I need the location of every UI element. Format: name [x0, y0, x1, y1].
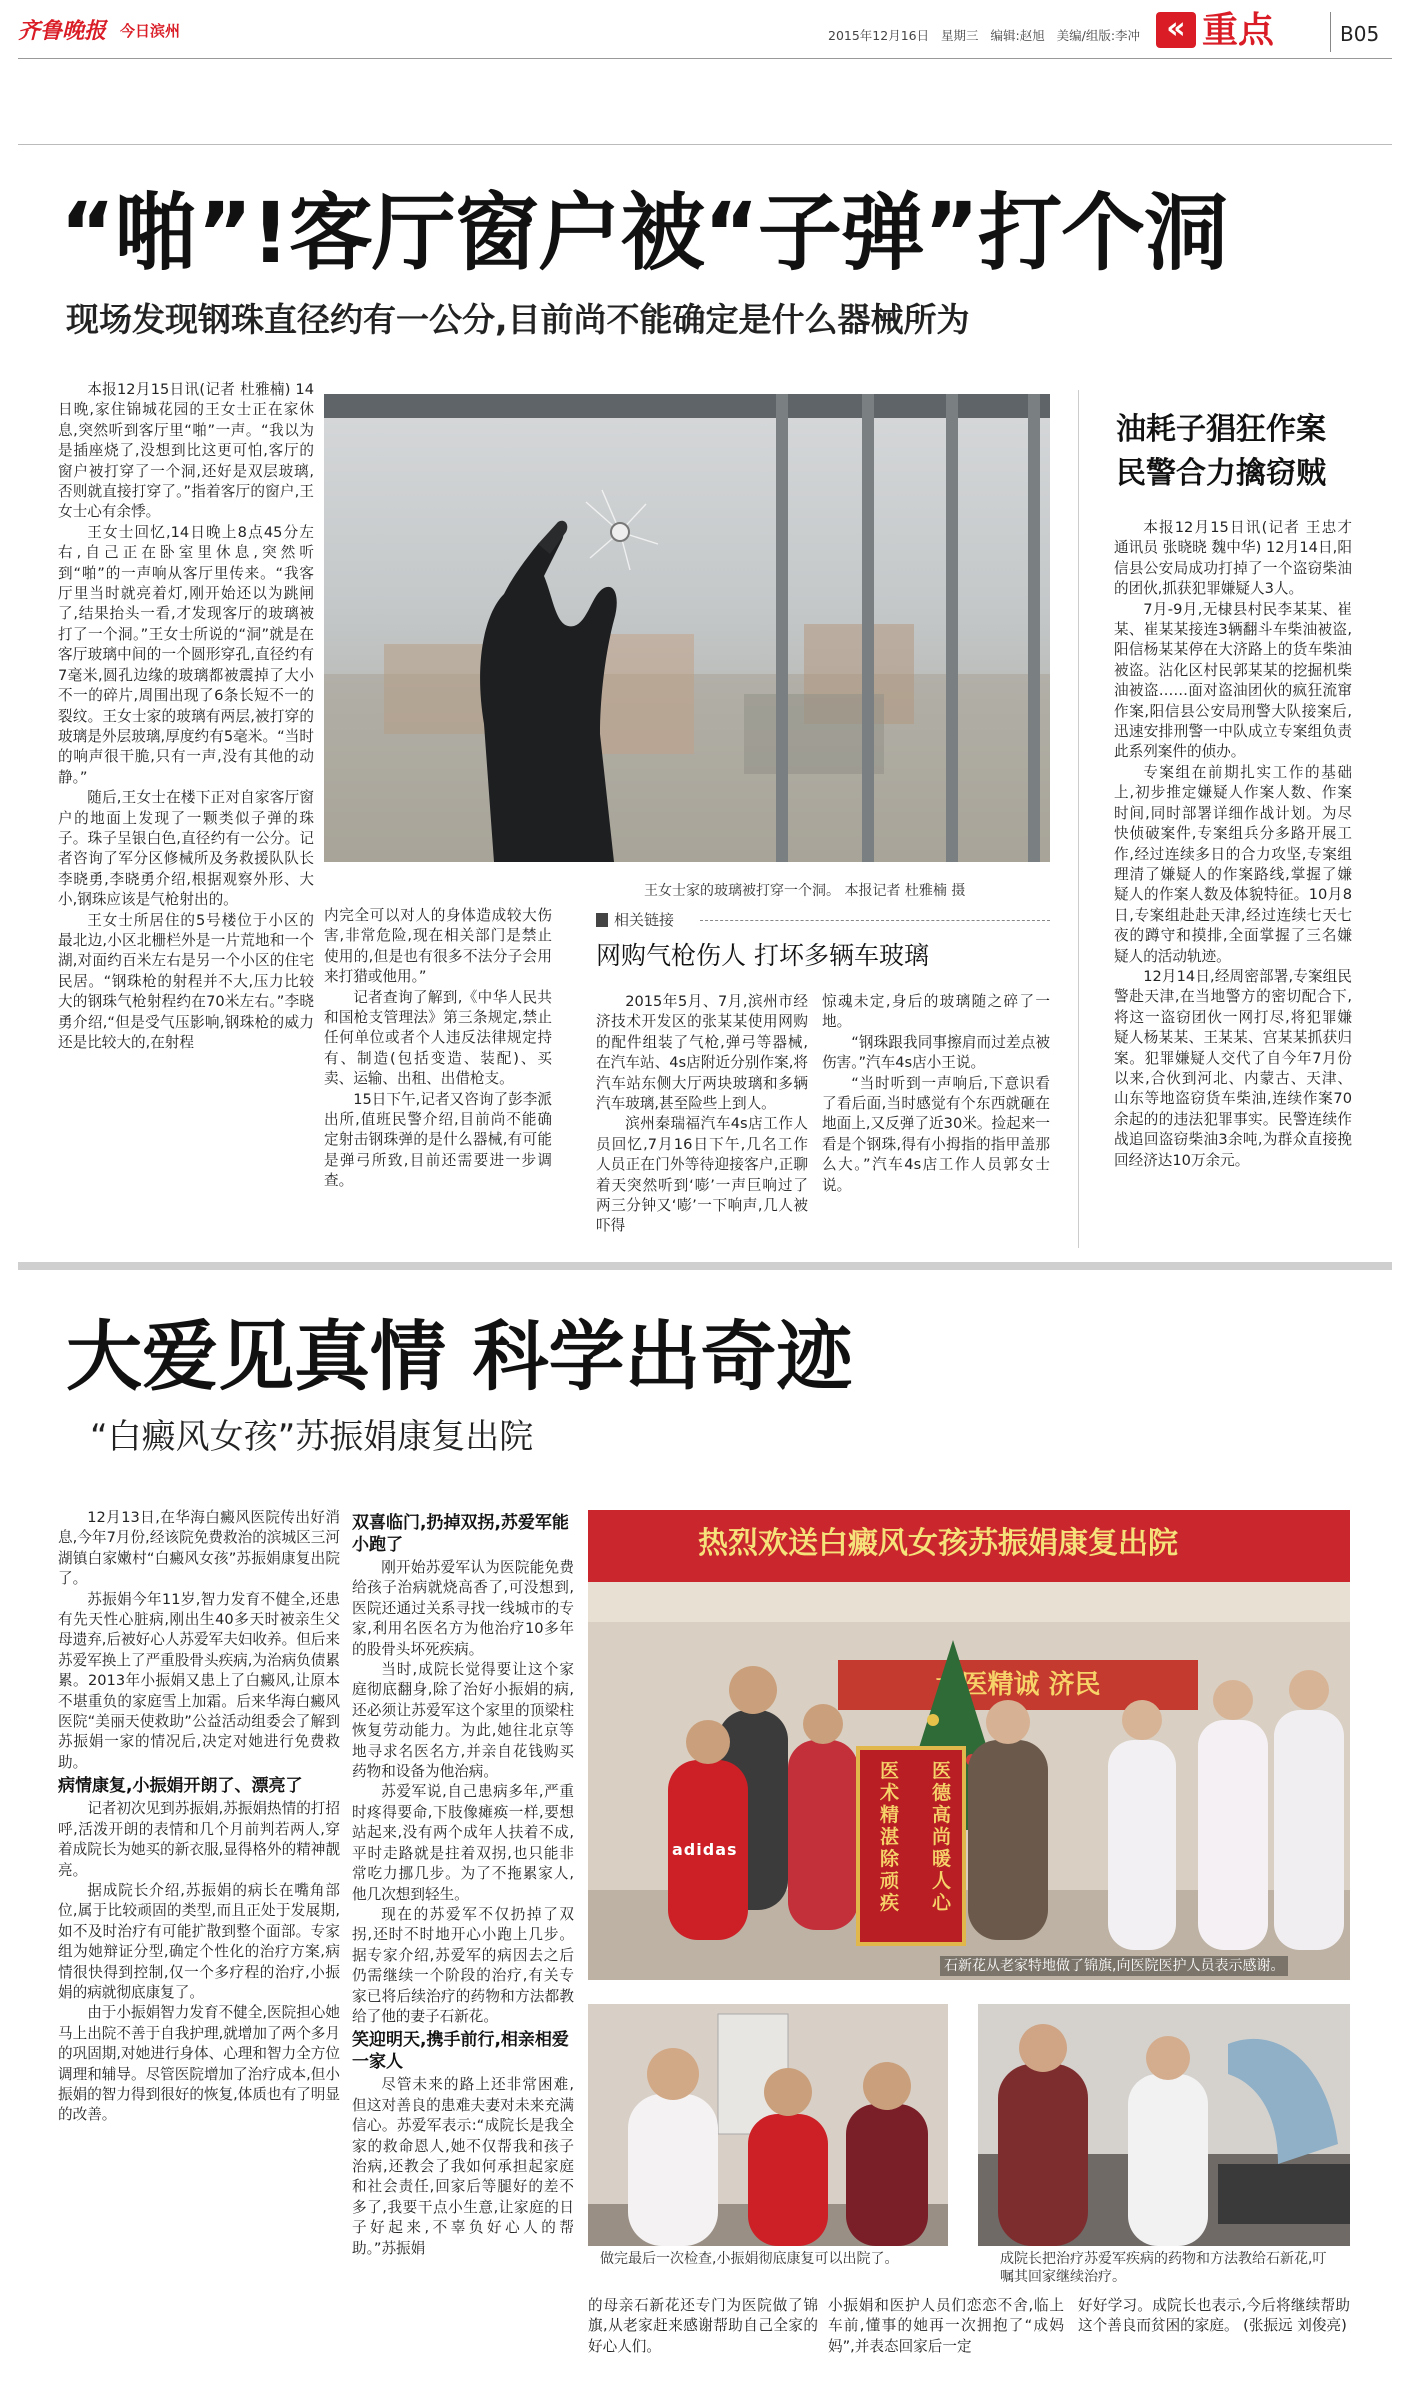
story3-headline: 大爱见真情 科学出奇迹 — [66, 1312, 853, 1401]
pennant — [856, 1746, 966, 1946]
story1-paragraph: 随后,王女士在楼下正对自家客厅窗户的地面上发现了一颗类似子弹的珠子。珠子呈银白色,直径约有一公分。记者咨询了军分区修械所及务救援队队长李晓勇,李晓勇介绍,根据观察外形、大小,钢珠应该是气枪射出的。 — [58, 789, 314, 909]
badge-chevron-icon: « — [1156, 12, 1196, 48]
adidas-jersey-text: adidas — [672, 1840, 738, 1859]
treatment-caption: 成院长把治疗苏爱军疾病的药物和方法教给石新花,叮嘱其回家继续治疗。 — [1000, 2251, 1327, 2285]
masthead-rule — [18, 58, 1392, 59]
issue-weekday: 星期三 — [941, 28, 979, 43]
designer-credit: 美编/组版:李冲 — [1056, 28, 1141, 43]
ceremony-caption: 石新花从老家特地做了锦旗,向医院医护人员表示感谢。 — [940, 1956, 1288, 1976]
paper-logo: 齐鲁晚报 — [18, 18, 107, 44]
story1-paragraph: 王女士回忆,14日晚上8点45分左右,自己正在卧室里休息,突然听到“啪”的一声响从客厅里传来。“我客厅里当时就亮着灯,刚开始还以为跳闸了,结果抬头一看,才发现客厅的玻璃被打了一个洞。”王女士所说的“洞”就是在客厅玻璃中间的一个圆形穿孔,直径约有7毫米,圆孔边缘的玻璃都被震掉了大小不一的碎片,周围出现了6条长短不一的裂纹。王女士家的玻璃有两层,被打穿的玻璃是外层玻璃,厚度约有5毫米。“当时的响声很干脆,只有一声,没有其他的动静。” — [58, 523, 314, 786]
story3-subheading: 笑迎明天,携手前行,相亲相爱一家人 — [352, 2030, 569, 2073]
story2-body — [1114, 518, 1352, 1248]
story3-paragraph: 据成院长介绍,苏振娟的病长在嘴角部位,属于比较顽固的类型,而且正处于发展期,如不及时治疗有可能扩散到整个面部。专家组为她辩证分型,确定个性化的治疗方案,病情很快得到控制,仅一个多疗程的治疗,小振娟的病就彻底康复了。 — [58, 1881, 340, 2001]
treatment-photo-art — [978, 2004, 1350, 2246]
badge-divider — [1330, 12, 1331, 52]
section-badge: 重点 — [1202, 10, 1275, 51]
window-photo — [324, 394, 1050, 862]
story3-paragraph: 苏振娟今年11岁,智力发育不健全,还患有先天性心脏病,刚出生40多天时被亲生父母遗弃,后被好心人苏爱军夫妇收养。但后来苏爱军换上了严重股骨头疾病,为治病负债累累。2013年小振娟又患上了白癜风,让原本不堪重负的家庭雪上加霜。后来华海白癜风医院“美丽天使救助”公益活动组委会了解到苏振娟一家的情况后,决定对她进行免费救助。 — [58, 1590, 340, 1771]
checkup-caption: 做完最后一次检查,小振娟彻底康复可以出院了。 — [600, 2251, 899, 2267]
treatment-photo — [978, 2004, 1350, 2246]
related-title: 网购气枪伤人 打坏多辆车玻璃 — [596, 941, 929, 970]
story3-column-4 — [828, 2296, 1064, 2376]
story3-paragraph: 苏爱军说,自己患病多年,严重时疼得要命,下肢像瘫痪一样,要想站起来,没有两个成年人扶着不成,平时走路就是拄着双拐,也只能非常吃力挪几步。为了不拖累家人,他几次想到轻生。 — [352, 1783, 574, 1903]
editor-credit: 编辑:赵旭 — [990, 28, 1045, 43]
story3-paragraph: 记者初次见到苏振娟,苏振娟热情的打招呼,活泼开朗的表情和几个月前判若两人,穿着成院长为她买的新衣服,显得格外的精神靓亮。 — [58, 1800, 340, 1879]
ceremony-photo — [588, 1510, 1350, 1980]
story3-column-3 — [588, 2296, 818, 2376]
story1-subhead: 现场发现钢珠直径约有一公分,目前尚不能确定是什么器械所为 — [66, 300, 970, 339]
top-rule — [18, 144, 1392, 145]
story1-paragraph: 记者查询了解到,《中华人民共和国枪支管理法》第三条规定,禁止任何单位或者个人违反法律规定持有、制造(包括变造、装配)、买卖、运输、出租、出借枪支。 — [324, 988, 552, 1088]
related-tag-line — [700, 920, 1050, 921]
related-paragraph: “钢珠跟我同事擦肩而过差点被伤害。”汽车4s店小王说。 — [822, 1033, 1050, 1072]
story3-paragraph: 12月13日,在华海白癜风医院传出好消息,今年7月份,经该院免费救治的滨城区三河湖镇白家嫩村“白癜风女孩”苏振娟康复出院了。 — [58, 1509, 340, 1588]
story3-paragraph: 好好学习。成院长也表示,今后将继续帮助这个善良而贫困的家庭。 (张振远 刘俊亮) — [1078, 2297, 1350, 2335]
story1-paragraph: 王女士所居住的5号楼位于小区的最北边,小区北栅栏外是一片荒地和一个湖,对面约百米左右是另一个小区的住宅民居。“钢珠枪的射程并不大,压力比较大的钢珠气枪射程约在70米左右。”李晓勇介绍,“但是受气压影响,钢珠枪的威力还是比较大的,在射程 — [58, 911, 314, 1051]
related-tag: 相关链接 — [614, 911, 675, 929]
story1-column-2 — [324, 906, 552, 1246]
story2-paragraph: 12月14日,经周密部署,专案组民警赴天津,在当地警方的密切配合下,将这一盗窃团伙一网打尽,将犯罪嫌疑人杨某某、王某某、宫某某抓获归案。犯罪嫌疑人交代了自今年7月份以来,合伙到河北、内蒙古、天津、山东等地盗窃货车柴油,连续作案70余起的的违法犯罪事实。民警连续作战追回盗窃柴油3余吨,为群众直接挽回经济达10万余元。 — [1114, 967, 1352, 1169]
checkup-photo-art — [588, 2004, 948, 2246]
window-photo-caption: 王女士家的玻璃被打穿一个洞。 本报记者 杜雅楠 摄 — [644, 883, 966, 899]
related-tag-bar — [596, 913, 608, 927]
story3-column-5 — [1078, 2296, 1350, 2376]
related-paragraph: 滨州秦瑞福汽车4s店工作人员回忆,7月16日下午,几名工作人员正在门外等待迎接客户,正聊着天突然听到‘嘭’一声巨响过了两三分钟又‘嘭’一下响声,几人被吓得 — [596, 1115, 808, 1235]
related-paragraph: 惊魂未定,身后的玻璃随之碎了一地。 — [822, 993, 1050, 1031]
pennant-right-text: 医德高尚暖人心 — [932, 1760, 952, 1914]
masthead-meta — [828, 26, 1140, 44]
related-paragraph: 2015年5月、7月,滨州市经济技术开发区的张某某使用网购的配件组装了气枪,弹弓等器械,在汽车站、4s店附近分别作案,将汽车站东侧大厅两块玻璃和多辆汽车玻璃,甚至险些上到人。 — [596, 993, 808, 1113]
ceremony-photo-art — [588, 1510, 1350, 1980]
story3-column-1 — [58, 1508, 340, 2370]
related-paragraph: “当时听到一声响后,下意识看了看后面,当时感觉有个东西就砸在地面上,又反弹了近30米。捡起来一看是个钢珠,得有小拇指的指甲盖那么大。”汽车4s店工作人员郭女士说。 — [822, 1074, 1050, 1194]
story2-paragraph: 本报12月15日讯(记者 王忠才 通讯员 张晓晓 魏中华) 12月14日,阳信县公安局成功打掉了一个盗窃柴油的团伙,抓获犯罪嫌疑人3人。 — [1114, 519, 1352, 598]
story3-column-2 — [352, 1510, 574, 2370]
pennant-left-text: 医术精湛除顽疾 — [880, 1760, 900, 1914]
column-divider — [1078, 390, 1079, 1248]
story3-paragraph: 由于小振娟智力发育不健全,医院担心她马上出院不善于自我护理,就增加了两个多月的巩固期,对她进行身体、心理和智力全方位调理和辅导。尽管医院增加了治疗成本,但小振娟的智力得到很好的恢复,体质也有了明显的改善。 — [58, 2004, 340, 2124]
story3-subhead: “白癜风女孩”苏振娟康复出院 — [90, 1417, 534, 1457]
section-name: 今日滨州 — [120, 22, 181, 40]
story2-paragraph: 专案组在前期扎实工作的基础上,初步推定嫌疑人作案人数、作案时间,同时部署详细作战计划。为尽快侦破案件,专案组兵分多路开展工作,经过连续多日的合力攻坚,专案组理清了嫌疑人的作案路线,掌握了嫌疑人的作案人数及体貌特征。10月8日,专案组赴赴天津,经过连续七天七夜的蹲守和摸排,全面掌握了三名嫌疑人的活动轨迹。 — [1114, 763, 1352, 965]
checkup-photo — [588, 2004, 948, 2246]
window-photo-art — [324, 394, 1050, 862]
story1-column-1 — [58, 380, 314, 1248]
story3-subheading: 双喜临门,扔掉双拐,苏爱军能小跑了 — [352, 1513, 569, 1555]
story2-headline: 油耗子猖狂作案 民警合力擒窃贼 — [1116, 412, 1326, 491]
story3-paragraph: 当时,成院长觉得要让这个家庭彻底翻身,除了治好小振娟的病,还必须让苏爱军这个家里的顶梁柱恢复劳动能力。为此,她往北京等地寻求名医名方,并亲自花钱购买药物和设备为他治病。 — [352, 1661, 574, 1781]
story3-subheading: 病情康复,小振娟开朗了、漂亮了 — [58, 1776, 303, 1797]
issue-date: 2015年12月16日 — [828, 28, 930, 43]
story3-paragraph: 的母亲石新花还专门为医院做了锦旗,从老家赶来感谢帮助自己全家的好心人们。 — [588, 2297, 818, 2355]
story1-paragraph: 15日下午,记者又咨询了彭李派出所,值班民警介绍,目前尚不能确定射击钢珠弹的是什么器械,有可能是弹弓所致,目前还需要进一步调查。 — [324, 1090, 552, 1190]
related-column-2 — [822, 992, 1050, 1248]
story1-headline: “啪”!客厅窗户被“子弹”打个洞 — [60, 184, 1228, 282]
related-column-1 — [596, 992, 808, 1248]
story3-paragraph: 刚开始苏爱军认为医院能免费给孩子治病就烧高香了,可没想到,医院还通过关系寻找一线城市的专家,利用名医名方为他治疗10多年的股骨头坏死疾病。 — [352, 1559, 574, 1658]
story3-paragraph: 现在的苏爱军不仅扔掉了双拐,还时不时地开心小跑上几步。据专家介绍,苏爱军的病因去之后仍需继续一个阶段的治疗,有关专家已将后续治疗的药物和方法都教给了他的妻子石新花。 — [352, 1905, 574, 2025]
story1-paragraph: 内完全可以对人的身体造成较大伤害,非常危险,现在相关部门是禁止使用的,但是也有很多不法分子会用来打猎或他用。” — [324, 907, 552, 986]
story1-paragraph: 本报12月15日讯(记者 杜雅楠) 14日晚,家住锦城花园的王女士正在家休息,突然听到客厅里“啪”一声。“我以为是插座烧了,没想到比这更可怕,客厅的窗户被打穿了一个洞,还好是双层玻璃,否则就直接打穿了。”指着客厅的窗户,王女士心有余悸。 — [58, 381, 314, 521]
story3-paragraph: 小振娟和医护人员们恋恋不舍,临上车前,懂事的她再一次拥抱了“成妈妈”,并表态回家后一定 — [828, 2297, 1064, 2355]
section-separator — [18, 1262, 1392, 1270]
story2-paragraph: 7月-9月,无棣县村民李某某、崔某、崔某某接连3辆翻斗车柴油被盗,阳信杨某某停在大济路上的货车柴油被盗。沾化区村民郭某某的挖掘机柴油被盗……面对盗油团伙的疯狂流窜作案,阳信县公安局刑警大队接案后,迅速安排刑警一中队成立专案组负责此系列案件的侦办。 — [1114, 600, 1352, 761]
story3-paragraph: 尽管未来的路上还非常困难,但这对善良的患难夫妻对未来充满信心。苏爱军表示:“成院长是我全家的救命恩人,她不仅帮我和孩子治病,还教会了我如何承担起家庭和社会责任,回家后等腿好的差不多了,我要干点小生意,让家庭的日子好起来,不辜负好心人的帮助。”苏振娟 — [352, 2076, 574, 2257]
ceremony-banner-text: 热烈欢送白癜风女孩苏振娟康复出院 — [698, 1526, 1178, 1561]
store-sign: 大医精诚 济民 — [838, 1660, 1198, 1710]
page-number: B05 — [1340, 22, 1380, 46]
